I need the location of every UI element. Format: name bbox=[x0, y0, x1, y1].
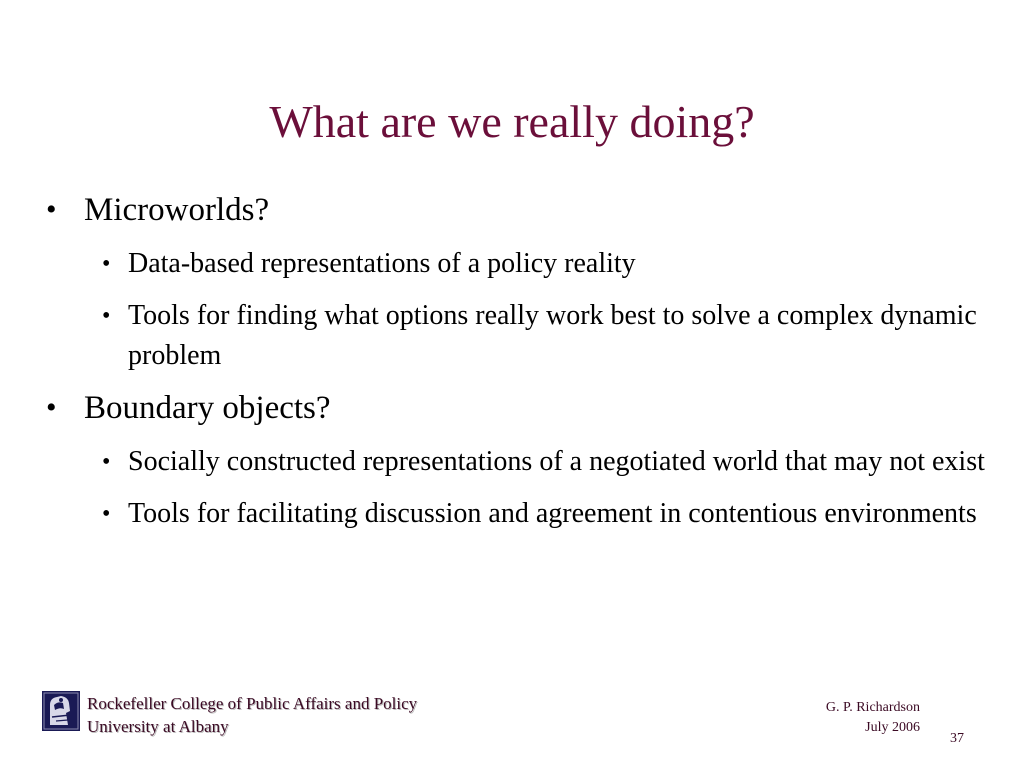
sub-bullet-item bbox=[44, 244, 994, 284]
sub-bullet-item bbox=[44, 296, 994, 376]
sub-bullet-text: Data-based representations of a policy reality bbox=[128, 248, 636, 279]
sub-bullet-text: Tools for facilitating discussion and agreement in contentious environments bbox=[128, 498, 977, 529]
footer-author: G. P. Richardson bbox=[825, 700, 920, 715]
sub-bullet-icon: • bbox=[102, 501, 111, 527]
bullet-item bbox=[44, 388, 994, 428]
bullet-icon: • bbox=[46, 193, 57, 226]
footer-date: July 2006 bbox=[865, 720, 920, 735]
bullet-text: Boundary objects? bbox=[84, 390, 331, 426]
rockefeller-college-logo-icon bbox=[42, 691, 80, 731]
bullet-item bbox=[44, 190, 994, 230]
sub-bullet-icon: • bbox=[102, 449, 111, 475]
sub-bullet-item bbox=[44, 494, 994, 534]
footer-author-block bbox=[826, 698, 920, 738]
page-number: 37 bbox=[950, 731, 964, 746]
slide-title: What are we really doing? bbox=[269, 96, 755, 147]
bullet-text: Microworlds? bbox=[84, 192, 270, 228]
footer-org-line-2: University at Albany bbox=[87, 717, 229, 736]
sub-bullet-item bbox=[44, 442, 994, 482]
footer-organization bbox=[87, 692, 417, 738]
sub-bullet-text: Socially constructed representations of a negotiated world that may not exist bbox=[128, 446, 985, 477]
sub-bullet-icon: • bbox=[102, 303, 111, 329]
slide-body bbox=[44, 190, 994, 546]
footer-org-line-1: Rockefeller College of Public Affairs and Policy bbox=[87, 694, 418, 713]
sub-bullet-icon: • bbox=[102, 251, 111, 277]
bullet-icon: • bbox=[46, 391, 57, 424]
sub-bullet-text: Tools for finding what options really work best to solve a complex dynamic problem bbox=[128, 300, 977, 371]
